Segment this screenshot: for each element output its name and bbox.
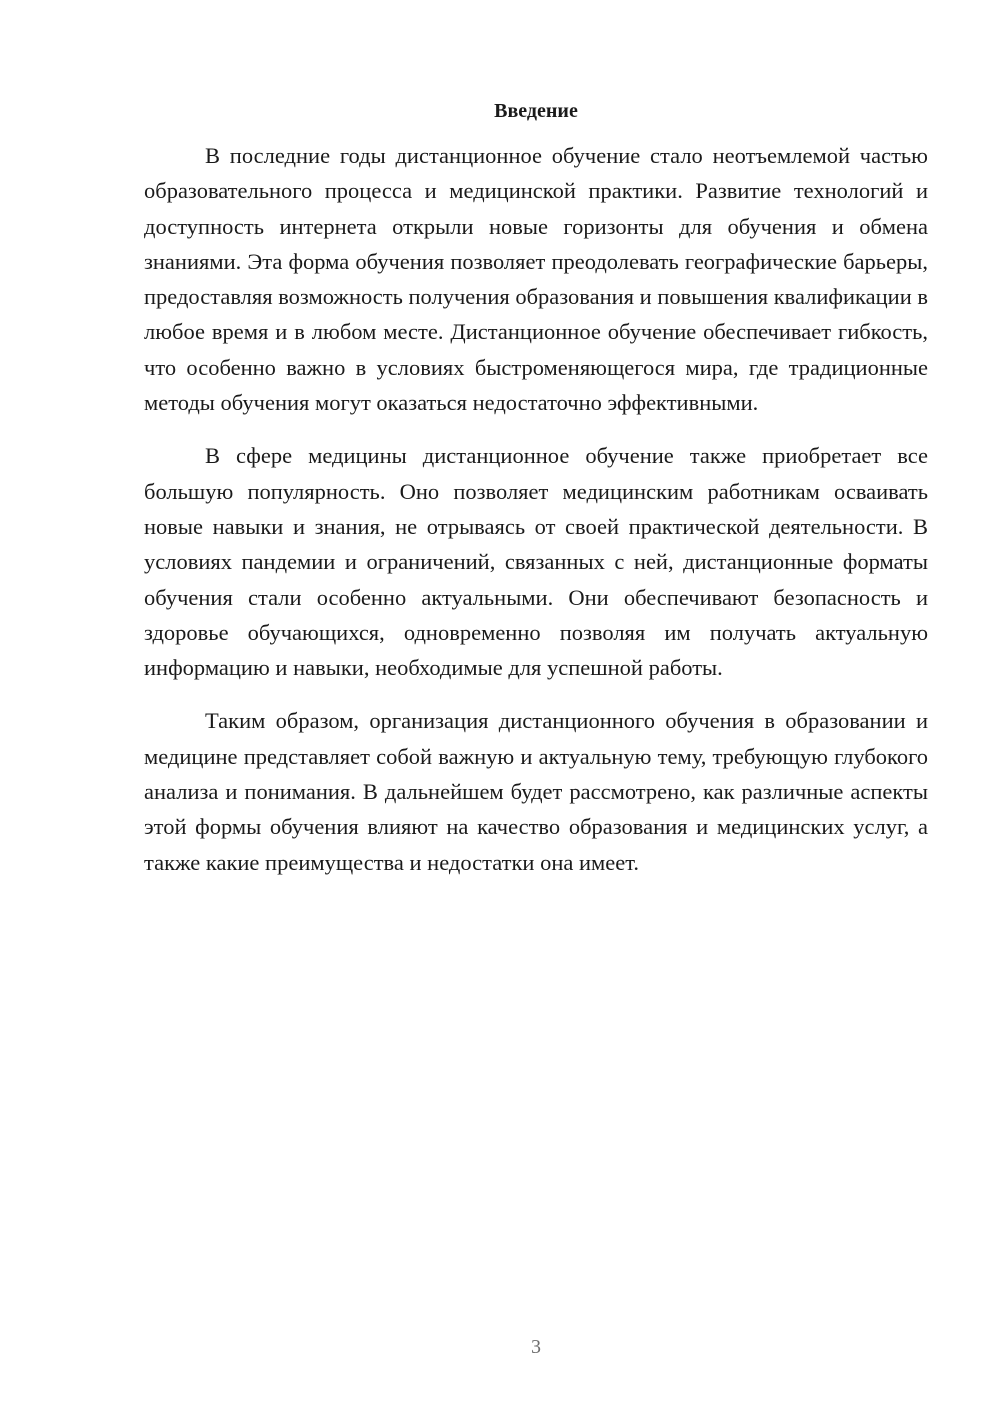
section-heading: Введение [494,100,578,122]
paragraph-2: В сфере медицины дистанционное обучение также приобретает все большую популярность. Оно позволяет медицинским работникам осваивать новые навыки и знания, не отрываясь от своей практической деятельности. В условиях пандемии и ограничений, связанных с ней, дистанционные форматы обучения стали особенно актуальными. Они обеспечивают безопасность и здоровье обучающихся, одновременно позволяя им получать актуальную информацию и навыки, необходимые для успешной работы. [144,443,928,681]
page-number: 3 [531,1336,541,1358]
page-content [144,96,928,898]
paragraph-1: В последние годы дистанционное обучение стало неотъемлемой частью образовательного процесса и медицинской практики. Развитие технологий и доступность интернета открыли новые горизонты для обучения и обмена знаниями. Эта форма обучения позволяет преодолевать географические барьеры, предоставляя возможность получения образования и повышения квалификации в любое время и в любом месте. Дистанционное обучение обеспечивает гибкость, что особенно важно в условиях быстроменяющегося мира, где традиционные методы обучения могут оказаться недостаточно эффективными. [144,143,929,416]
paragraph-3: Таким образом, организация дистанционного обучения в образовании и медицине представляет собой важную и актуальную тему, требующую глубокого анализа и понимания. В дальнейшем будет рассмотрено, как различные аспекты этой формы обучения влияют на качество образования и медицинских услуг, а также какие преимущества и недостатки она имеет. [144,708,928,875]
